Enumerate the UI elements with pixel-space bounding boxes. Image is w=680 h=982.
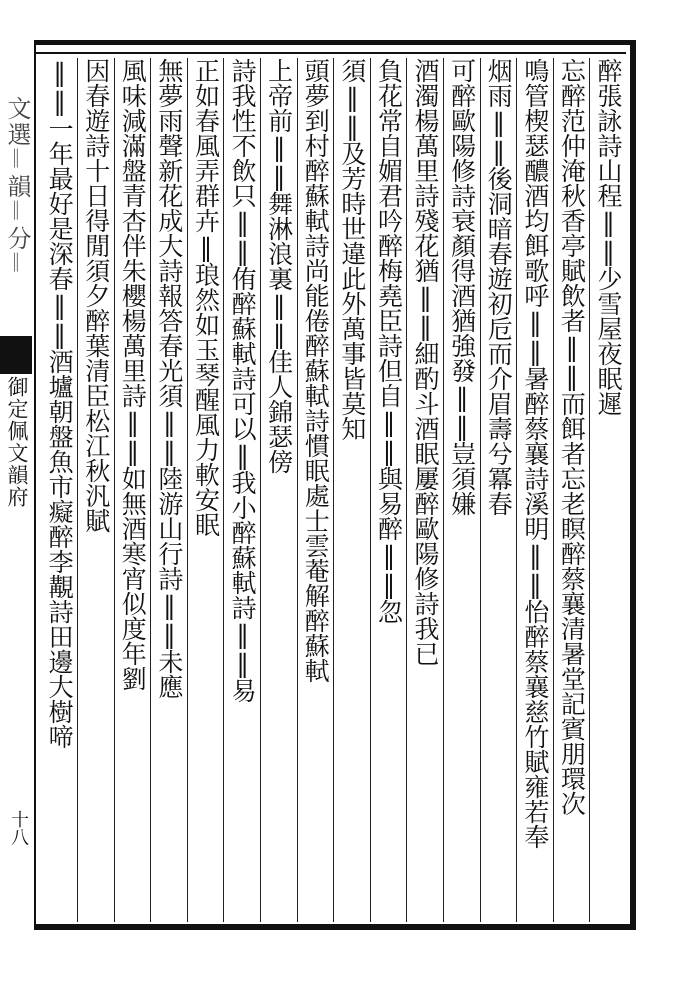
vertical-text-block [40,58,626,926]
text-column: 上帝前‖‖舞淋浪裏‖‖佳人錦瑟傍 [260,58,297,922]
text-column: 頭夢到村醉蘇軾詩尚能倦醉蘇軾詩慣眠處士雲菴解醉蘇軾 [297,58,334,922]
page-margin [0,40,36,930]
text-column: 鳴管楔瑟醲酒均餌歌呼‖‖暑醉蔡襄詩溪明‖‖怡醉蔡襄慈竹賦雍若奉 [516,58,553,922]
text-column: ‖‖一年最好是深春‖‖酒壚朝盤魚市癡醉李覯詩田邊大樹啼 [45,58,75,749]
top-rule [36,52,626,54]
text-column: 負花常自媚君吟醉梅堯臣詩但自‖‖與易醉‖‖忽 [370,58,407,922]
fishtail-block [0,336,32,374]
page-number: 十八 [8,810,29,846]
text-column: 風味減滿盤青杏伴朱櫻楊萬里詩‖‖如無酒寒宵似度年劉 [114,58,151,922]
text-column: 因春遊詩十日得閒須夕醉葉清臣松江秋汎賦 [77,58,114,922]
text-column: 烟雨‖‖後洞暗春遊初卮而介眉壽兮冪春 [480,58,517,922]
text-column: 無夢雨聲新花成大詩報答春光須‖‖陸游山行詩‖‖未應 [150,58,187,922]
text-column: 酒濁楊萬里詩殘花猶‖‖細酌斗酒眠屢醉歐陽修詩我已 [406,58,443,922]
text-column: 須‖‖及芳時世違此外萬事皆莫知 [333,58,370,922]
text-column: 可醉歐陽修詩衰顏得酒猶強發‖‖豈須嫌 [443,58,480,922]
margin-running-title: 文選𝄁韻𝄁分𝄁 [3,96,31,278]
text-column: 忘醉范仲淹秋香亭賦飲者‖‖而餌者忘老瞑醉蔡襄清暑堂記賓朋環次 [553,58,590,922]
text-column: 詩我性不飲只‖‖侑醉蘇軾詩可以‖我小醉蘇軾詩‖‖易 [223,58,260,922]
margin-book-name: 御定佩文韻府 [5,376,29,508]
text-column: 正如春風弄群卉‖琅然如玉琴醒風力軟安眠 [187,58,224,922]
text-column: 醉張詠詩山程‖‖少雪屋夜眠遲 [589,58,626,922]
